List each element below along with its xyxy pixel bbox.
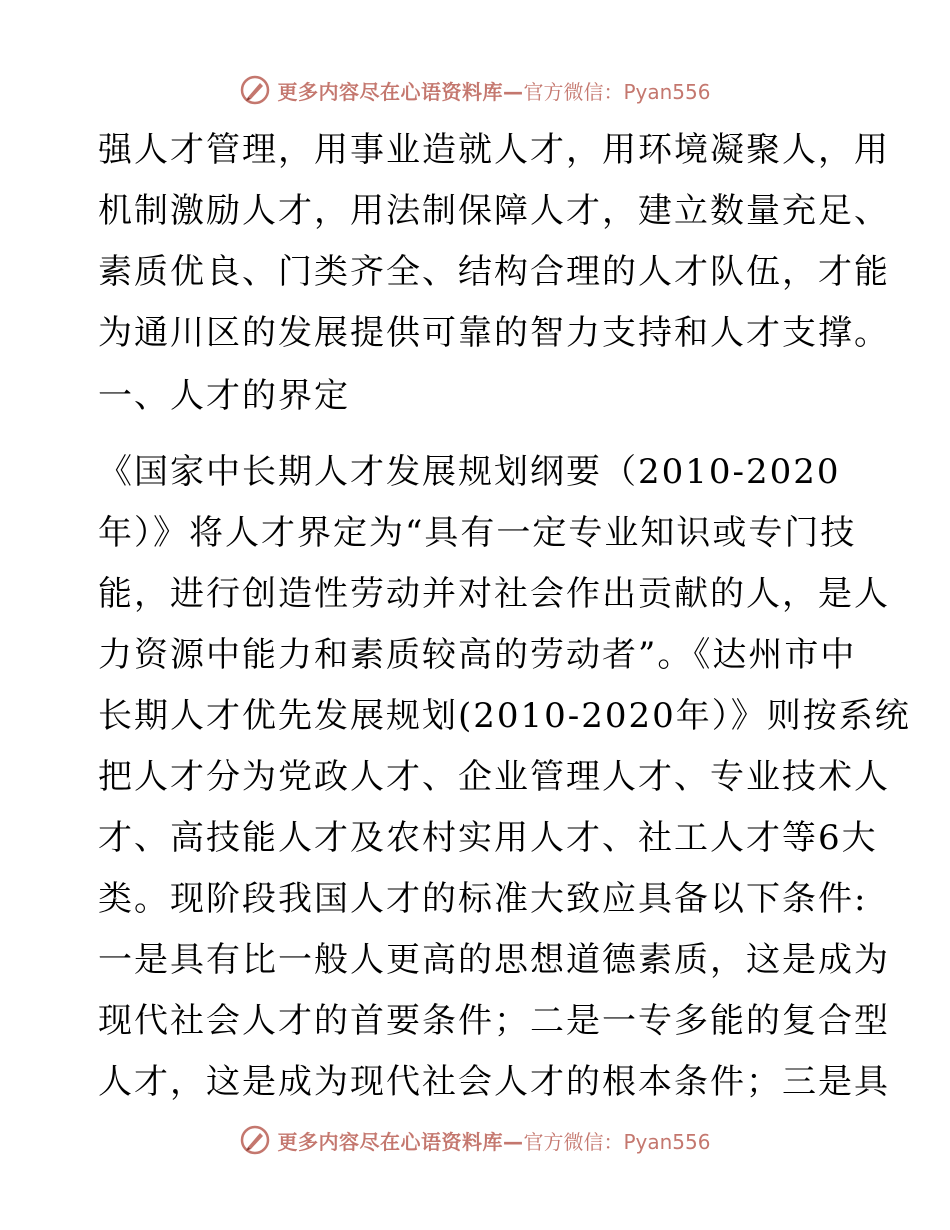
- section-heading: 一、人才的界定: [98, 376, 350, 416]
- text-line: 机制激励人才，用法制保障人才，建立数量充足、: [98, 191, 890, 231]
- text-line: 能，进行创造性劳动并对社会作出贡献的人，是人: [98, 574, 890, 614]
- text-line: 年）》将人才界定为“具有一定专业知识或专门技: [98, 513, 857, 553]
- watermark-text: 更多内容尽在心语资料库—: [277, 79, 524, 104]
- watermark-text: 更多内容尽在心语资料库—: [277, 1129, 524, 1154]
- text-line: 素质优良、门类齐全、结构合理的人才队伍，才能: [98, 252, 890, 292]
- text-line: 人才，这是成为现代社会人才的根本条件；三是具: [98, 1062, 890, 1102]
- text-line: 长期人才优先发展规划(2010-2020年）》则按系统: [98, 696, 911, 736]
- text-line: 把人才分为党政人才、企业管理人才、专业技术人: [98, 757, 890, 797]
- watermark-contact: 官方微信：Pyan556: [523, 1129, 711, 1154]
- text-line: 一是具有比一般人更高的思想道德素质，这是成为: [98, 940, 890, 980]
- text-line: 《国家中长期人才发展规划纲要（2010-2020: [98, 452, 841, 492]
- text-line: 为通川区的发展提供可靠的智力支持和人才支撑。: [98, 313, 890, 353]
- text-line: 强人才管理，用事业造就人才，用环境凝聚人，用: [98, 130, 890, 170]
- text-line: 类。现阶段我国人才的标准大致应具备以下条件:: [98, 879, 868, 919]
- footer-watermark: [0, 1120, 950, 1160]
- text-line: 现代社会人才的首要条件；二是一专多能的复合型: [98, 1001, 890, 1041]
- text-line: 力资源中能力和素质较高的劳动者”。《达州市中: [98, 635, 857, 675]
- header-watermark: [0, 70, 950, 110]
- pen-logo-icon: [239, 1124, 271, 1156]
- text-line: 才、高技能人才及农村实用人才、社工人才等6大: [98, 818, 878, 858]
- watermark-contact: 官方微信：Pyan556: [523, 79, 711, 104]
- pen-logo-icon: [239, 74, 271, 106]
